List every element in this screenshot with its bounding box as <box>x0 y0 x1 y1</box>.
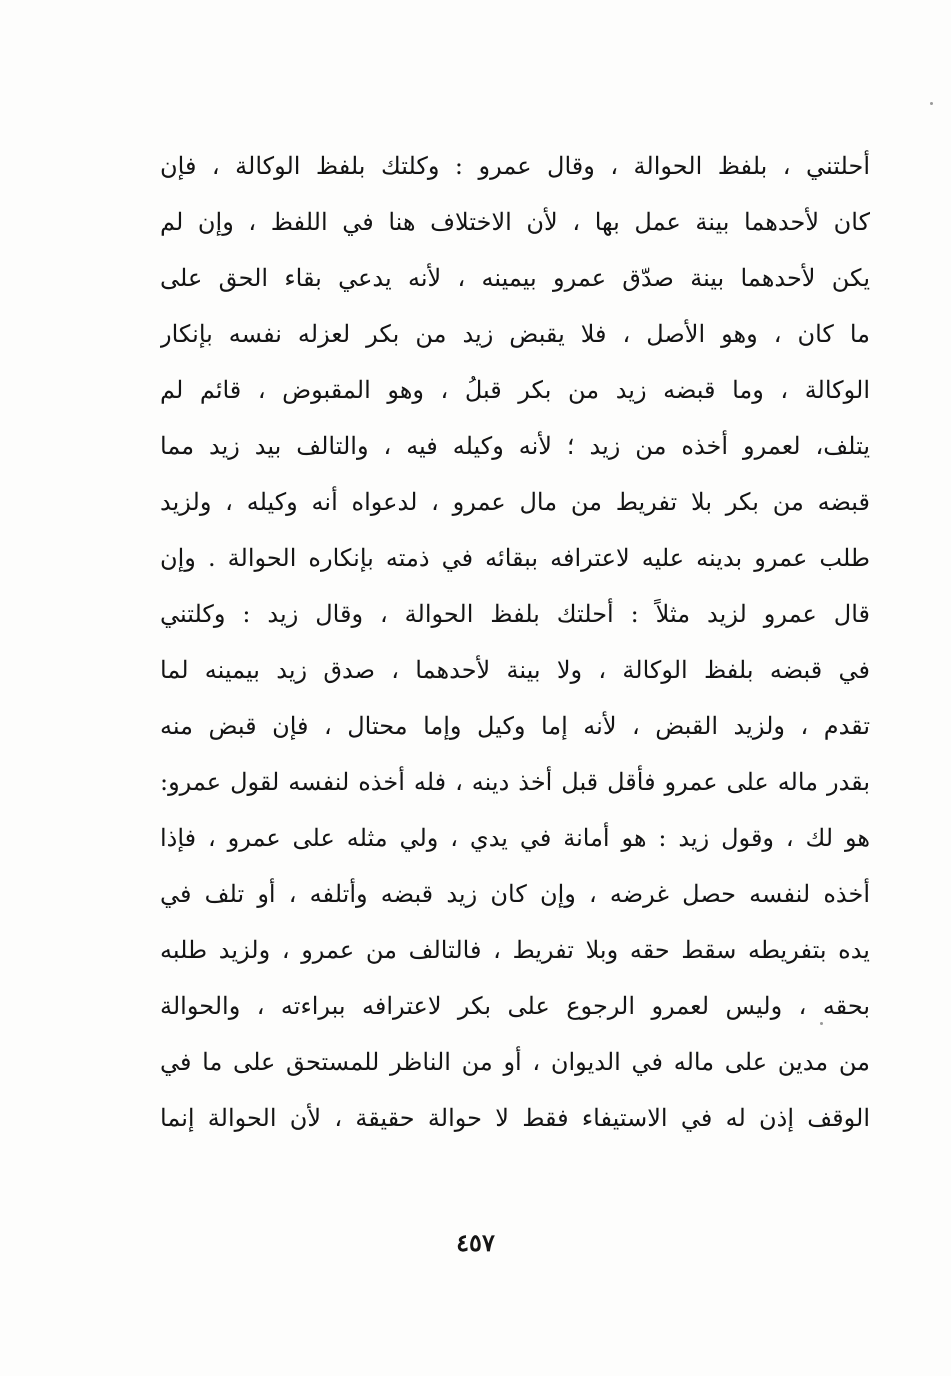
scan-speck <box>930 102 933 105</box>
text-line: يتلف، لعمرو أخذه من زيد ؛ لأنه وكيله فيه ، والتالف بيد زيد مما <box>160 432 870 460</box>
text-line: الوكالة ، وما قبضه زيد من بكر قبلُ ، وهو المقبوض ، قائم لم <box>160 376 870 404</box>
text-line: تقدم ، ولزيد القبض ، لأنه إما وكيل وإما محتال ، فإن قبض منه <box>160 712 870 740</box>
text-line: كان لأحدهما بينة عمل بها ، لأن الاختلاف هنا في اللفظ ، وإن لم <box>160 208 870 236</box>
text-line: أخذه لنفسه حصل غرضه ، وإن كان زيد قبضه وأتلفه ، أو تلف في <box>160 880 870 908</box>
text-line: يده بتفريطه سقط حقه وبلا تفريط ، فالتالف من عمرو ، ولزيد طلبه <box>160 936 870 964</box>
text-line: من مدين على ماله في الديوان ، أو من الناظر للمستحق على ما في <box>160 1048 870 1076</box>
text-line: الوقف إذن له في الاستيفاء فقط لا حوالة حقيقة ، لأن الحوالة إنما <box>160 1104 870 1132</box>
text-line: بحقه ، وليس لعمرو الرجوع على بكر لاعترافه ببراءته ، والحوالة <box>160 992 870 1020</box>
text-line: أحلتني ، بلفظ الحوالة ، وقال عمرو : وكلتك بلفظ الوكالة ، فإن <box>160 152 870 180</box>
scan-speck <box>820 1022 823 1025</box>
text-line: ما كان ، وهو الأصل ، فلا يقبض زيد من بكر لعزله نفسه بإنكار <box>160 320 870 348</box>
text-line: طلب عمرو بدينه عليه لاعترافه ببقائه في ذمته بإنكاره الحوالة . وإن <box>160 544 870 572</box>
text-line: بقدر ماله على عمرو فأقل قبل أخذ دينه ، فله أخذه لنفسه لقول عمرو: <box>160 768 870 796</box>
text-line: في قبضه بلفظ الوكالة ، ولا بينة لأحدهما ، صدق زيد بيمينه لما <box>160 656 870 684</box>
page-number: ٤٥٧ <box>456 1228 495 1257</box>
text-line: قال عمرو لزيد مثلاً : أحلتك بلفظ الحوالة ، وقال زيد : وكلتني <box>160 600 870 628</box>
text-line: يكن لأحدهما بينة صدّق عمرو بيمينه ، لأنه يدعي بقاء الحق على <box>160 264 870 292</box>
text-line: قبضه من بكر بلا تفريط من مال عمرو ، لدعواه أنه وكيله ، ولزيد <box>160 488 870 516</box>
body-text <box>160 138 870 1146</box>
text-line: هو لك ، وقول زيد : هو أمانة في يدي ، ولي مثله على عمرو ، فإذا <box>160 824 870 852</box>
